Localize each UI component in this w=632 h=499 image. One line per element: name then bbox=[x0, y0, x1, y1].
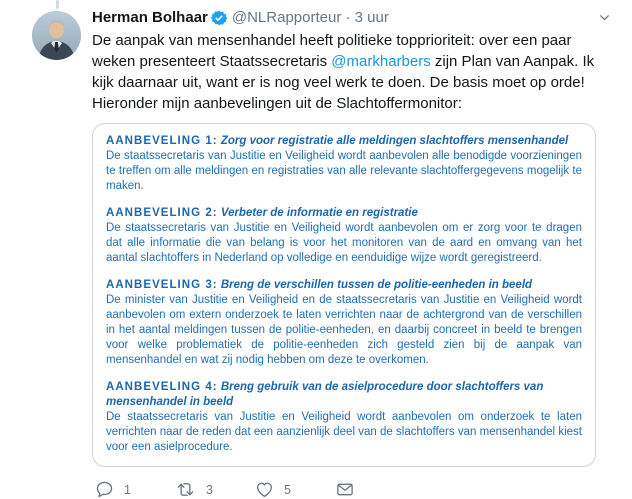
like-button[interactable] bbox=[255, 480, 335, 499]
recommendation-3-body: De minister van Justitie en Veiligheid en de staatssecretaris van Justitie en Veiligheid wordt aanbevolen om extern onderzoek te laten verrichten naar de achtergrond van de verschillen in het aantal meldingen tussen de politie-eenheden, en daarbij concreet in beeld te brengen voor welke problematiek de politie-eenheden zich gesteld zien bij de aanpak van mensenhandel en wat zij nodig hebben om deze te overkomen. bbox=[106, 294, 582, 366]
recommendation-2-body: De staatssecretaris van Justitie en Veiligheid wordt aanbevolen om er zorg voor te dragen dat alle informatie die van belang is voor het monitoren van de aard en omvang van het aantal slachtoffers in Nederland op volledige en eenduidige wijze wordt geregistreerd. bbox=[106, 222, 582, 264]
retweet-icon bbox=[175, 480, 196, 499]
recommendation-4-title: AANBEVELING 4: Breng gebruik van de asielprocedure door slachtoffers van mensenhandel in beeld bbox=[106, 381, 544, 408]
author-handle[interactable]: @NLRapporteur · 3 uur bbox=[231, 9, 389, 26]
recommendation-4-body: De staatssecretaris van Justitie en Veiligheid wordt aanbevolen om onderzoek te laten verrichten naar de reden dat een aanzienlijk deel van de slachtoffers van mensenhandel kiest voor een asielprocedure. bbox=[106, 411, 582, 453]
recommendation-2-title: AANBEVELING 2: Verbeter de informatie en registratie bbox=[106, 207, 418, 219]
recommendation-section-2 bbox=[106, 206, 582, 266]
author-name[interactable]: Herman Bolhaar bbox=[92, 9, 208, 26]
more-chevron-down-icon[interactable] bbox=[597, 10, 612, 25]
dot-separator: · bbox=[345, 9, 351, 26]
direct-message-button[interactable] bbox=[335, 480, 415, 499]
recommendation-1-body: De staatssecretaris van Justitie en Veiligheid wordt aanbevolen alle benodigde voorzieningen te treffen om alle meldingen en registraties van alle relevante slachtoffergegevens mogelijk te maken. bbox=[106, 150, 582, 192]
timestamp: 3 uur bbox=[354, 9, 389, 26]
avatar[interactable] bbox=[32, 11, 81, 60]
recommendation-section-4 bbox=[106, 380, 582, 455]
tweet-header bbox=[92, 8, 614, 27]
reply-button[interactable] bbox=[95, 480, 175, 499]
recommendation-section-1 bbox=[106, 134, 582, 194]
tweet-text-part2: zijn Plan van Aanpak. Ik kijk daarnaar uit, want er is nog veel werk te doen. De basis moet op orde! Hieronder mijn aanbevelingen uit de Slachtoffermonitor: bbox=[92, 53, 595, 112]
recommendation-3-title: AANBEVELING 3: Breng de verschillen tussen de politie-eenheden in beeld bbox=[106, 279, 533, 291]
retweet-button[interactable] bbox=[175, 480, 255, 499]
thread-connector-line bbox=[56, 0, 59, 9]
tweet-content bbox=[92, 8, 614, 499]
verified-badge-icon bbox=[211, 10, 227, 26]
reply-count: 1 bbox=[124, 482, 131, 497]
recommendation-section-3 bbox=[106, 278, 582, 368]
reply-icon bbox=[95, 480, 114, 499]
heart-icon bbox=[255, 480, 274, 499]
mention-link[interactable]: @markharbers bbox=[331, 53, 431, 70]
tweet-action-bar bbox=[95, 480, 614, 499]
envelope-icon bbox=[335, 480, 355, 499]
like-count: 5 bbox=[284, 482, 291, 497]
tweet-text bbox=[92, 30, 614, 114]
attached-image-recommendations[interactable] bbox=[92, 123, 596, 467]
avatar-photo bbox=[32, 11, 81, 60]
retweet-count: 3 bbox=[206, 482, 213, 497]
tweet-text-part1: De aanpak van mensenhandel heeft politieke topprioriteit: over een paar weken presenteert Staatssecretaris bbox=[92, 32, 572, 70]
recommendation-1-title: AANBEVELING 1: Zorg voor registratie alle meldingen slachtoffers mensenhandel bbox=[106, 135, 569, 147]
